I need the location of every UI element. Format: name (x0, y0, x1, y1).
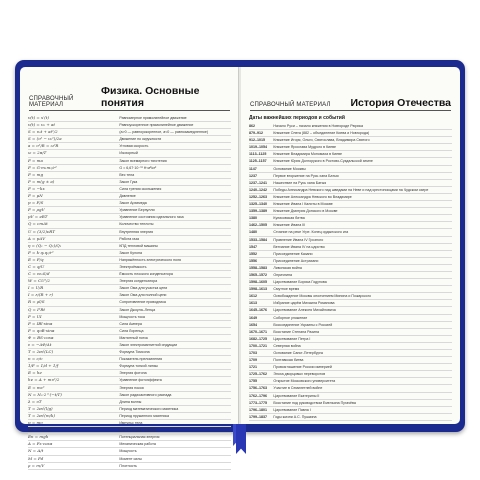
history-date: 1325–1340 (249, 202, 267, 207)
history-row (249, 329, 452, 336)
history-subtitle: Даты важнейших периодов и событий (249, 115, 345, 121)
history-date: 1612 (249, 294, 257, 299)
formula-text: pV = νRT (28, 214, 48, 220)
formula-text: F = k·q₁q₂/r² (28, 249, 54, 255)
history-row (249, 187, 452, 194)
formula-row (28, 243, 231, 250)
history-event: Княжение Ивана I Калиты в Москве (273, 202, 333, 207)
formula-row (28, 463, 231, 470)
formula-description: Длина волны (119, 399, 142, 404)
history-event: Царствование Бориса Годунова (273, 280, 327, 285)
formula-text: υ(t) = υ₀ + at (28, 122, 55, 128)
formula-text: W = CU²/2 (28, 278, 50, 284)
formula-row (28, 392, 231, 399)
history-row (249, 215, 452, 222)
right-page-title: История Отечества (350, 97, 451, 109)
formula-row (28, 172, 231, 179)
formula-description: Сила трения скольжения (119, 186, 162, 191)
history-date: 1598–1605 (249, 280, 267, 285)
history-event: Смутное время (273, 287, 300, 292)
history-event: Присоединение Астрахани (273, 258, 319, 263)
formula-text: A = Fs·cosα (28, 441, 53, 447)
formula-description: Электроёмкость (119, 264, 147, 269)
left-page-header (29, 85, 230, 111)
formula-description: Закон электромагнитной индукции (119, 343, 178, 347)
formula-row (28, 186, 231, 193)
formula-description: Движение по окружности (119, 137, 162, 142)
formula-row (28, 150, 231, 157)
history-dates-table (249, 115, 452, 421)
history-date: 1649 (249, 315, 257, 320)
history-date: 1558–1583 (249, 265, 267, 270)
history-event: Годы жизни А.С. Пушкина (273, 414, 317, 419)
formula-description: G = 6,67·10⁻¹¹ Н·м²/кг² (119, 165, 157, 170)
history-row (249, 180, 452, 187)
history-row (249, 130, 452, 137)
history-event: Присоединение Казани (273, 251, 313, 256)
formula-description: Формула Томсона (119, 350, 150, 355)
formula-description: Изохорный (119, 151, 138, 156)
formula-text: Q = I²Rt (28, 306, 45, 312)
history-row (249, 123, 452, 130)
formula-text: P = UI (28, 313, 42, 319)
formula-text: T = 2π√(l/g) (28, 405, 53, 411)
history-date: 1670–1671 (249, 329, 267, 334)
formula-row (28, 165, 231, 172)
formula-row (28, 229, 231, 236)
history-event: Царствование Алексея Михайловича (273, 308, 336, 313)
history-event: Княжение Дмитрия Донского в Москве (273, 209, 338, 214)
formula-text: E = hν (28, 370, 42, 376)
history-row (249, 222, 452, 229)
formula-text: ω = 2π/T (28, 150, 47, 156)
formula-row (28, 377, 231, 384)
formula-text: C = q/U (28, 263, 45, 269)
history-date: 1237–1241 (249, 180, 267, 185)
history-row (249, 322, 452, 329)
history-row (249, 343, 452, 350)
formula-text: F = IBl·sinα (28, 320, 53, 326)
history-event: Княжение Ярослава Мудрого в Киеве (273, 145, 337, 150)
history-event: Провозглашение России империей (273, 365, 332, 370)
history-event: Княжение Владимира Мономаха в Киеве (273, 152, 342, 157)
formula-description: Формула тонкой линзы (119, 364, 158, 369)
formula-row (28, 399, 231, 406)
history-row (249, 208, 452, 215)
history-date: 1359–1389 (249, 209, 267, 214)
formula-row (28, 413, 231, 420)
history-date: 1725–1762 (249, 372, 267, 377)
history-event: Восстание Степана Разина (273, 329, 319, 334)
formula-description: Мощность (119, 449, 137, 454)
formula-description: Внутренняя энергия (119, 229, 154, 234)
history-date: 1755 (249, 379, 257, 384)
history-event: Куликовская битва (273, 216, 305, 221)
history-event: Княжение Игоря, Ольги, Святослава, Владимира Святого (273, 138, 370, 143)
history-row (249, 307, 452, 314)
history-event: Воссоединение Украины с Россией (273, 322, 333, 327)
formula-row (28, 349, 231, 356)
formula-description: Мощность тока (119, 314, 145, 319)
formula-description: (a>0 — равноускоренное, a<0 — равнозамедленное) (119, 130, 209, 135)
formula-row (28, 271, 231, 278)
formula-text: υ(t) = x′(t) (28, 115, 49, 120)
formula-description: Закон Ома для полной цепи (119, 293, 167, 298)
formula-text: F = −kx (28, 185, 45, 191)
formula-row (28, 122, 231, 129)
formula-row (28, 221, 231, 228)
history-event: Открытие Московского университета (273, 379, 336, 384)
formula-description: Закон всемирного тяготения (119, 158, 167, 163)
formula-text: Eп = mgh (28, 434, 49, 440)
right-section-label: СПРАВОЧНЫЙ МАТЕРИАЛ (250, 102, 331, 108)
formula-description: Равноускоренное прямолинейное движение (119, 123, 194, 128)
history-date: 1613 (249, 301, 257, 306)
formula-row (28, 207, 231, 214)
history-row (249, 258, 452, 265)
formula-description: Угловая скорость (119, 144, 149, 149)
formula-row (28, 328, 231, 335)
history-row (249, 158, 452, 165)
formula-text: S = υ₀t + at²/2 (28, 129, 58, 135)
history-row (249, 173, 452, 180)
formula-description: Работа газа (119, 236, 140, 241)
history-event: Основание Санкт-Петербурга (273, 351, 323, 355)
history-event: Соборное уложение (273, 315, 308, 320)
formula-description: Сила Ампера (119, 321, 142, 326)
formula-description: Закон радиоактивного распада (119, 392, 172, 397)
formula-text: T = 2π√(LC) (28, 349, 54, 355)
formula-description: Период пружинного маятника (119, 413, 169, 418)
formula-text: F = qυB·sinα (28, 327, 55, 333)
history-row (249, 378, 452, 385)
formula-row (28, 158, 231, 165)
history-date: 1547 (249, 244, 257, 249)
history-event: Первое вторжение на Русь хана Батыя (273, 173, 339, 178)
formula-text: P = m(g ± a) (28, 178, 55, 184)
formula-description: Энергия фотона (119, 371, 147, 376)
history-row (249, 201, 452, 208)
formula-row (28, 264, 231, 271)
history-row (249, 350, 452, 357)
history-date: 1019–1054 (249, 145, 267, 150)
history-date: 1773–1775 (249, 400, 267, 405)
formula-row (28, 193, 231, 200)
formula-row (28, 427, 231, 434)
history-event: Избрание царём Михаила Романова (273, 301, 335, 306)
formula-text: T = 2π√(m/k) (28, 412, 55, 418)
formula-description: Вес тела (119, 172, 135, 177)
history-row (249, 137, 452, 144)
history-event: Правление Ивана IV Грозного (273, 237, 324, 242)
formula-text: ρ = m/V (28, 462, 45, 468)
history-date: 1147 (249, 166, 257, 171)
history-date: 1565–1572 (249, 272, 267, 277)
history-date: 1703 (249, 351, 257, 355)
formula-description: Период математического маятника (119, 406, 179, 411)
history-date: 1380 (249, 216, 257, 221)
history-event: Княжение Юрия Долгорукого в Ростово-Суздальской земле (273, 159, 373, 164)
bookmark-ribbon (236, 424, 246, 454)
formula-text: F = mg (28, 171, 44, 177)
history-event: Княжение Олега (882 – объединение Киева и Новгорода) (273, 131, 370, 136)
history-row (249, 300, 452, 307)
history-row (249, 407, 452, 414)
history-event: Царствование Павла I (273, 407, 311, 412)
history-date: 1709 (249, 358, 257, 363)
formula-text: η = (Q₁ − Q₂)/Q₁ (28, 242, 62, 248)
formula-row (28, 342, 231, 349)
formula-text: Φ = BS·cosα (28, 334, 54, 340)
formula-row (28, 406, 231, 413)
history-event: Начало Руси – начало княжения в Новгороде Рюрика (273, 124, 363, 128)
formula-text: p = F/S (28, 200, 44, 206)
history-row (249, 336, 452, 343)
formula-text: Q = cmΔt (28, 221, 48, 227)
history-event: Основание Москвы (273, 166, 306, 171)
formula-row (28, 143, 231, 150)
formula-row (28, 456, 231, 463)
formula-description: Энергия покоя (119, 385, 144, 390)
history-date: 1552 (249, 251, 257, 256)
history-event: Опричнина (273, 272, 292, 277)
formula-text: F = ma (28, 157, 43, 163)
history-date: 1113–1125 (249, 152, 267, 157)
history-date: 1654 (249, 322, 257, 327)
formula-description: Закон Ома для участка цепи (119, 286, 168, 291)
formula-description: КПД тепловой машины (119, 243, 158, 248)
history-row (249, 144, 452, 151)
formula-row (28, 441, 231, 448)
history-date: 1237 (249, 173, 257, 178)
formula-text: I = ε/(R + r) (28, 292, 53, 298)
formula-text: S = (υ² − υ₀²)/2a (28, 136, 62, 142)
history-row (249, 229, 452, 236)
history-date: 1796–1801 (249, 407, 267, 412)
history-date: 1721 (249, 365, 257, 370)
formula-description: Показатель преломления (119, 357, 163, 362)
history-row (249, 364, 452, 371)
history-event: Царствование Екатерины II (273, 393, 320, 398)
history-date: 1556 (249, 258, 257, 263)
formula-row (28, 370, 231, 377)
right-page-header (250, 94, 451, 111)
history-date: 1799–1837 (249, 414, 267, 419)
history-event: Восстание под руководством Емельяна Пугачёва (273, 400, 356, 405)
history-event: Венчание Ивана IV на царство (273, 244, 325, 249)
formula-text: Eк = mυ²/2 (28, 427, 51, 433)
history-event: Княжение Александра Невского во Владимире (273, 194, 352, 199)
formula-description: Напряжённость электрического поля (119, 257, 182, 262)
formula-row (28, 314, 231, 321)
formula-row (28, 363, 231, 370)
formula-row (28, 257, 231, 264)
history-row (249, 279, 452, 286)
formula-text: E = F/q (28, 256, 44, 262)
formula-text: p = mυ (28, 420, 43, 426)
history-date: 1762–1796 (249, 393, 267, 398)
formula-text: hν = A + mυ²/2 (28, 377, 60, 383)
formula-description: Энергия конденсатора (119, 279, 158, 284)
formula-row (28, 448, 231, 455)
formula-description: Потенциальная энергия (119, 435, 160, 440)
right-page (241, 67, 460, 424)
history-date: 1462–1505 (249, 223, 267, 228)
formula-row (28, 356, 231, 363)
formula-row (28, 236, 231, 243)
formula-text: U = (3/2)νRT (28, 228, 55, 234)
formula-description: Плотность (119, 463, 137, 468)
history-date: 1533–1584 (249, 237, 267, 242)
formula-text: a = υ²/R = ω²R (28, 143, 59, 149)
formula-description: Импульс тела (119, 421, 143, 426)
formula-description: Момент силы (119, 456, 142, 461)
formula-description: Механическая работа (119, 442, 156, 447)
formula-description: Сила Лоренца (119, 328, 144, 333)
formula-description: Равномерное прямолинейное движение (119, 116, 187, 120)
formula-row (28, 299, 231, 306)
formula-text: A = pΔV (28, 235, 46, 241)
history-row (249, 393, 452, 400)
formula-text: F = ρgV (28, 207, 45, 213)
history-row (249, 357, 452, 364)
history-row (249, 194, 452, 201)
formula-row (28, 285, 231, 292)
formula-row (28, 250, 231, 257)
physics-formula-table (28, 115, 231, 470)
formula-row (28, 214, 231, 221)
formula-text: ε = −ΔΦ/Δt (28, 342, 52, 347)
history-row (249, 286, 452, 293)
formula-text: E = mc² (28, 384, 45, 390)
formula-text: 1/F = 1/d + 1/f (28, 363, 59, 369)
history-row (249, 244, 452, 251)
formula-row (28, 335, 231, 342)
formula-description: Количество теплоты (119, 222, 154, 227)
history-row (249, 265, 452, 272)
formula-row (28, 129, 231, 136)
history-row (249, 151, 452, 158)
history-row (249, 251, 452, 258)
formula-row (28, 307, 231, 314)
formula-text: R = ρl/S (28, 299, 45, 305)
formula-text: F = μN (28, 193, 43, 199)
history-row (249, 315, 452, 322)
history-event: Освобождение Москвы ополчением Минина и Пожарского (273, 294, 371, 299)
history-event: Царствование Петра I (273, 336, 311, 341)
formula-description: Магнитный поток (119, 335, 148, 340)
history-row (249, 400, 452, 407)
formula-row (28, 136, 231, 143)
formula-row (28, 278, 231, 285)
formula-text: λ = υT (28, 398, 42, 404)
history-event: Участие в Семилетней войне (273, 386, 323, 391)
history-row (249, 293, 452, 300)
formula-description: Закон Джоуля–Ленца (119, 307, 156, 312)
history-date: 1598–1613 (249, 287, 267, 292)
formula-row (28, 434, 231, 441)
formula-description: Закон Архимеда (119, 201, 147, 206)
history-date: 1682–1725 (249, 336, 267, 341)
left-section-label: СПРАВОЧНЫЙ МАТЕРИАЛ (29, 96, 74, 108)
history-date: 1480 (249, 230, 257, 235)
formula-description: Уравнение Бернулли (119, 208, 155, 213)
history-row (249, 385, 452, 392)
formula-description: Закон Гука (119, 179, 138, 184)
formula-description: Давление (119, 194, 136, 199)
formula-description: Уравнение фотоэффекта (119, 378, 162, 383)
history-date: 1252–1263 (249, 194, 267, 199)
history-date: 1645–1676 (249, 308, 267, 313)
history-event: Княжение Ивана III (273, 223, 306, 228)
history-event: Эпоха дворцовых переворотов (273, 372, 326, 377)
history-date: 1240–1242 (249, 187, 267, 192)
formula-text: I = U/R (28, 285, 44, 291)
left-page (20, 67, 239, 468)
formula-row (28, 179, 231, 186)
history-row (249, 414, 452, 421)
formula-text: N = A/t (28, 448, 44, 454)
formula-description: Ёмкость плоского конденсатора (119, 272, 173, 277)
history-event: Ливонская война (273, 265, 302, 270)
left-page-title: Физика. Основные понятия (101, 85, 200, 109)
history-event: Северная война (273, 343, 301, 348)
history-row (249, 166, 452, 173)
formula-row (28, 385, 231, 392)
formula-description: Кинетическая энергия (119, 428, 157, 433)
formula-text: M = Fd (28, 455, 44, 461)
formula-description: Уравнение состояния идеального газа (119, 215, 184, 220)
history-row (249, 272, 452, 279)
history-event: Нашествие на Русь хана Батыя (273, 180, 327, 185)
formula-description: Закон Кулона (119, 250, 143, 255)
history-event: Стояние на реке Угре. Конец ордынского ига (273, 230, 349, 235)
formula-description: Сопротивление проводника (119, 300, 166, 305)
history-date: 1756–1763 (249, 386, 267, 391)
history-date: 1700–1721 (249, 343, 267, 348)
formula-row (28, 200, 231, 207)
formula-row (28, 420, 231, 427)
formula-text: N = N₀·2^(−t/T) (28, 391, 62, 397)
history-date: 862 (249, 124, 255, 128)
formula-row (28, 115, 231, 122)
formula-row (28, 292, 231, 299)
formula-text: n = c/υ (28, 356, 43, 362)
history-date: 1125–1157 (249, 159, 267, 164)
history-event: Победы Александра Невского над шведами на Неве и над крестоносцами на Чудском озере (273, 187, 429, 192)
history-event: Полтавская битва (273, 358, 304, 363)
history-row (249, 371, 452, 378)
history-row (249, 237, 452, 244)
formula-row (28, 321, 231, 328)
formula-text: F = G·m₁m₂/r² (28, 164, 57, 170)
formula-text: C = εε₀S/d (28, 271, 50, 277)
history-date: 879–912 (249, 131, 263, 136)
history-date: 912–1015 (249, 138, 265, 143)
